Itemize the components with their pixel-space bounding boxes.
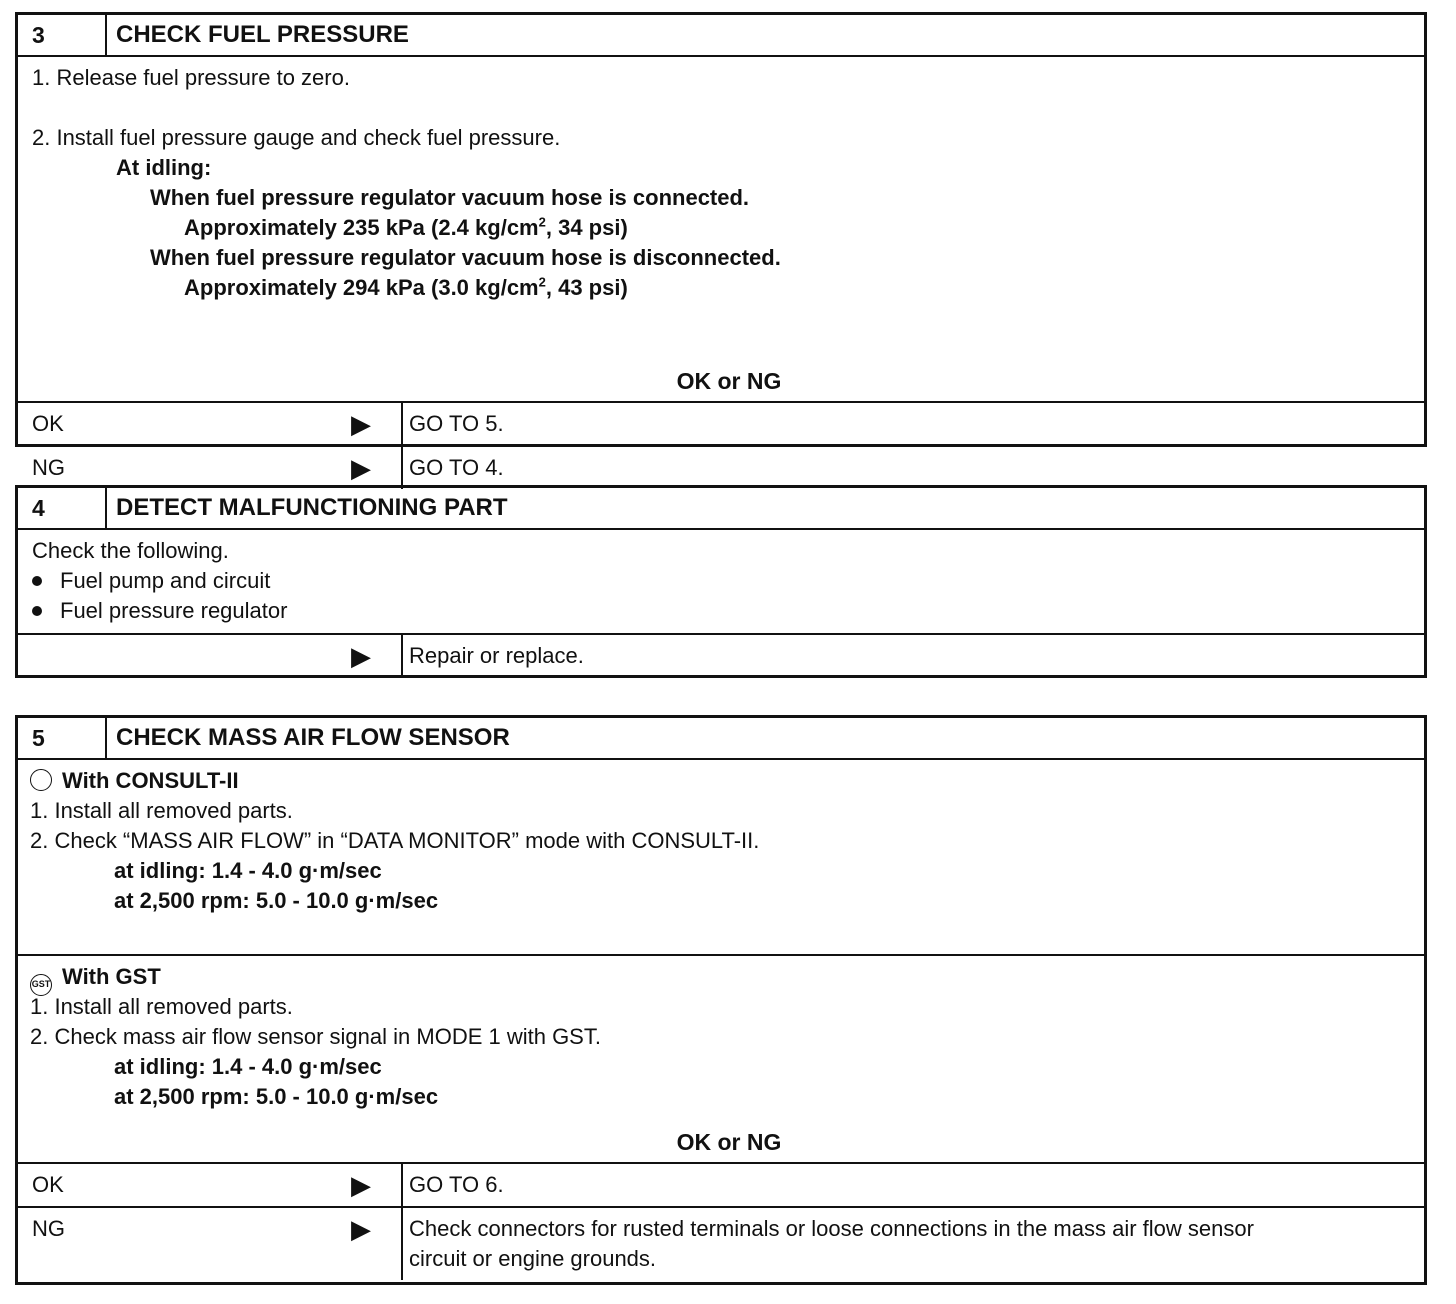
- result-label: OK: [32, 1172, 64, 1197]
- result-label: OK: [32, 411, 64, 436]
- step-number: 4: [18, 488, 107, 528]
- step-title: CHECK FUEL PRESSURE: [116, 21, 409, 48]
- list-item: Fuel pressure regulator: [32, 596, 1424, 626]
- step-title: CHECK MASS AIR FLOW SENSOR: [116, 724, 510, 751]
- step-4-box: [15, 485, 1427, 678]
- step-3-header: [18, 15, 1424, 57]
- result-row-ok: [18, 1162, 1424, 1206]
- step-4-content: [18, 530, 1424, 633]
- result-row-ng: [18, 445, 1424, 489]
- result-row-ng: [18, 1206, 1424, 1280]
- instruction-line: 2. Check mass air flow sensor signal in MODE 1 with GST.: [30, 1024, 601, 1049]
- spec-value: Approximately 294 kPa (3.0 $kg/cm^2$, 43 psi): [184, 274, 628, 300]
- result-label: NG: [32, 455, 65, 480]
- step-5-header: [18, 718, 1424, 760]
- step-4-header: [18, 488, 1424, 530]
- bullet-icon: [32, 606, 42, 616]
- spec-value: at idling: 1.4 - 4.0 g·m/sec: [114, 1054, 382, 1079]
- instruction-line: 2. Check “MASS AIR FLOW” in “DATA MONITOR” mode with CONSULT-II.: [30, 828, 760, 853]
- spec-value: at 2,500 rpm: 5.0 - 10.0 g·m/sec: [114, 888, 439, 913]
- instruction-line: 1. Release fuel pressure to zero.: [32, 65, 350, 90]
- step-number: 3: [18, 15, 107, 55]
- result-action: Check connectors for rusted terminals or loose connections in the mass air flow sensor circuit or engine grounds.: [409, 1216, 1254, 1271]
- consult-icon: [30, 769, 52, 791]
- instruction-line: 1. Install all removed parts.: [30, 798, 293, 823]
- arrow-right-icon: ▶: [351, 409, 371, 439]
- section-heading: With CONSULT-II: [30, 766, 1424, 796]
- result-row: [18, 633, 1424, 675]
- bullet-icon: [32, 576, 42, 586]
- step-3-box: [15, 12, 1427, 483]
- spec-condition: When fuel pressure regulator vacuum hose is connected.: [150, 185, 750, 210]
- gst-icon: GST: [30, 974, 52, 996]
- gst-section: [18, 956, 1424, 1122]
- result-action: Repair or replace.: [409, 643, 584, 668]
- arrow-right-icon: ▶: [351, 641, 371, 671]
- step-number: 5: [18, 718, 107, 758]
- list-item: Fuel pump and circuit: [32, 566, 1424, 596]
- step-3-content: [18, 57, 1424, 361]
- step-5-box: [15, 715, 1427, 1285]
- section-heading: GST With GST: [30, 962, 1424, 992]
- result-label: NG: [32, 1216, 65, 1241]
- result-action: GO TO 4.: [409, 455, 504, 480]
- instruction-line: 2. Install fuel pressure gauge and check fuel pressure.: [32, 125, 561, 150]
- arrow-right-icon: ▶: [351, 1214, 371, 1244]
- step-title: DETECT MALFUNCTIONING PART: [116, 494, 508, 521]
- consult-section: [18, 760, 1424, 954]
- instruction-line: 1. Install all removed parts.: [30, 994, 293, 1019]
- ok-or-ng-label: OK or NG: [676, 368, 782, 394]
- ok-or-ng-label: OK or NG: [676, 1129, 782, 1155]
- spec-value: at 2,500 rpm: 5.0 - 10.0 g·m/sec: [114, 1084, 439, 1109]
- spec-value: Approximately 235 kPa (2.4 $kg/cm^2$, 34 psi): [184, 214, 628, 240]
- result-action: GO TO 6.: [409, 1172, 504, 1197]
- arrow-right-icon: ▶: [351, 1170, 371, 1200]
- spec-value: at idling: 1.4 - 4.0 g·m/sec: [114, 858, 382, 883]
- instruction-line: Check the following.: [32, 538, 229, 563]
- result-action: GO TO 5.: [409, 411, 504, 436]
- result-row-ok: [18, 401, 1424, 445]
- spec-heading: At idling:: [116, 155, 212, 180]
- arrow-right-icon: ▶: [351, 453, 371, 483]
- spec-condition: When fuel pressure regulator vacuum hose is disconnected.: [150, 245, 781, 270]
